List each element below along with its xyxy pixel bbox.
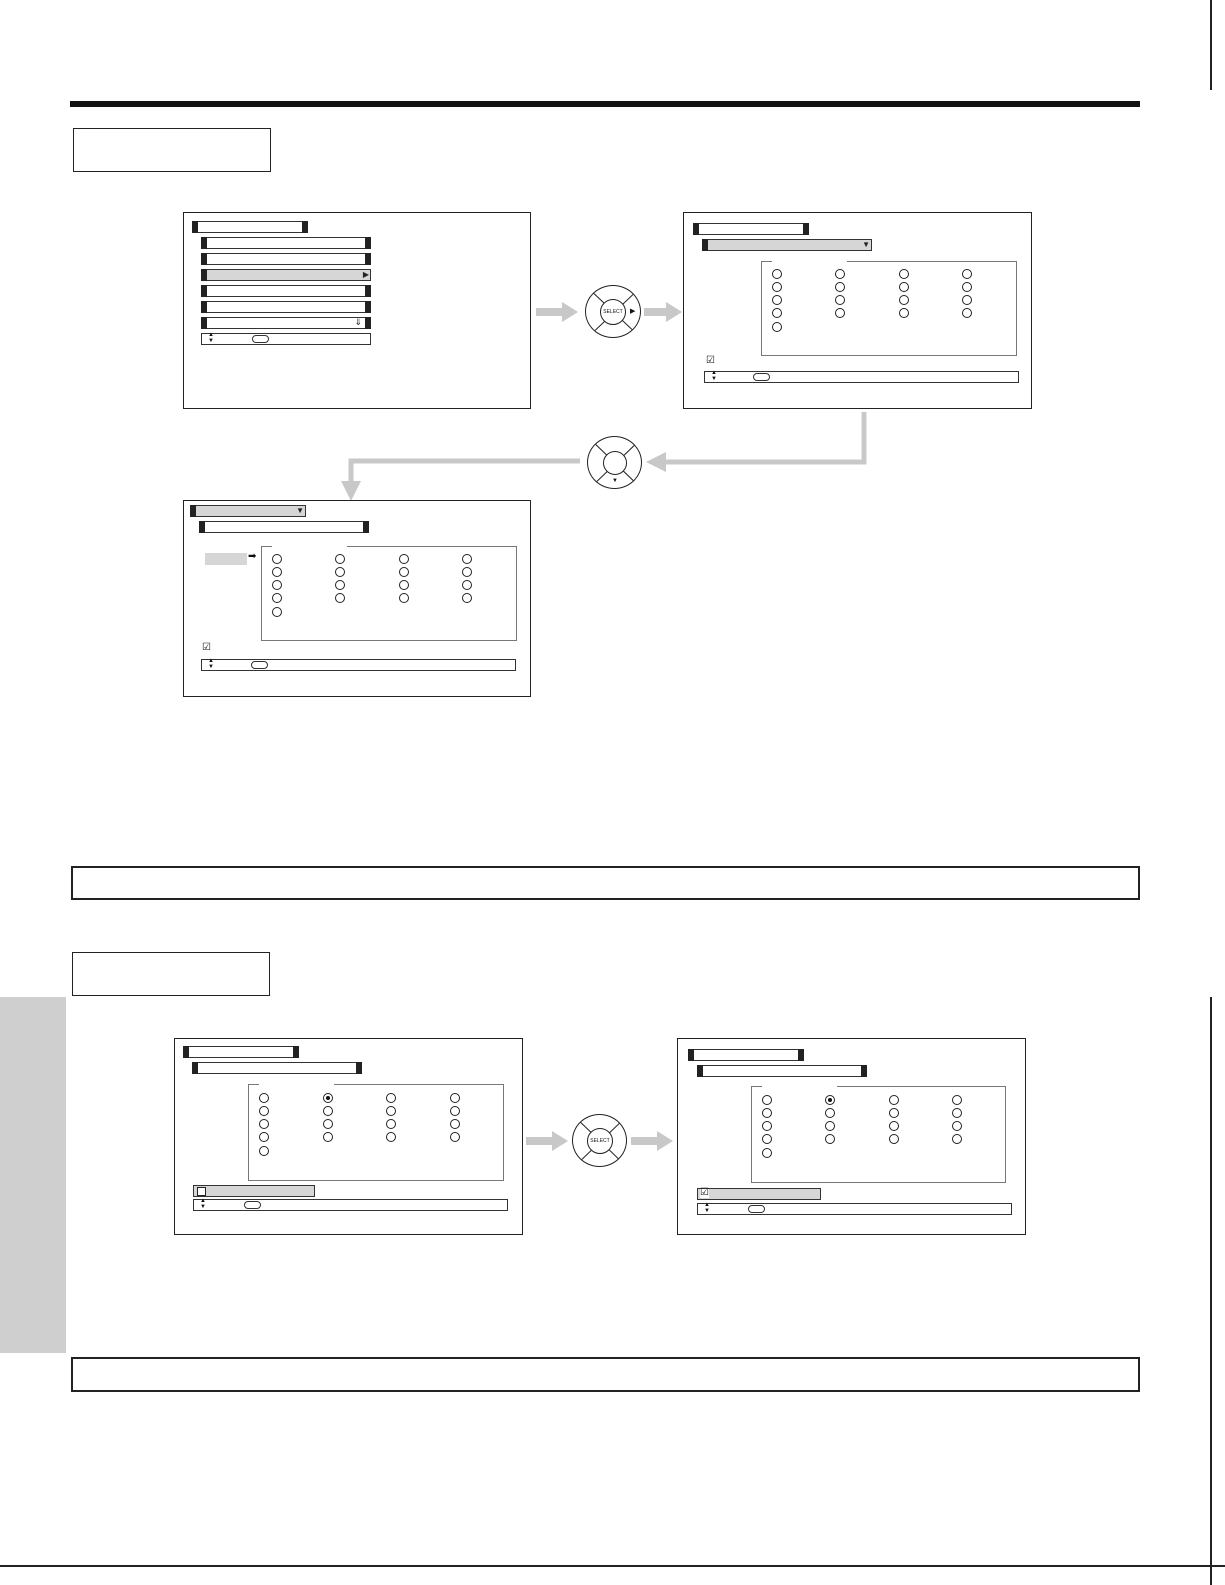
screen-before <box>174 1038 523 1235</box>
radio-button-icon[interactable] <box>835 269 845 279</box>
menu-status-bar <box>201 333 371 345</box>
radio-button-icon[interactable] <box>962 282 972 292</box>
checkbox-icon[interactable]: ☑ <box>202 642 211 653</box>
radio-button-icon[interactable] <box>323 1119 333 1129</box>
menu-item-5[interactable] <box>201 301 371 313</box>
checkbox-row-before[interactable] <box>193 1185 315 1197</box>
screen-c-dropdown[interactable] <box>190 505 306 517</box>
radio-button-icon[interactable] <box>952 1108 962 1118</box>
screen-b-title-bar <box>693 223 809 235</box>
radio-button-icon[interactable] <box>952 1121 962 1131</box>
radio-button-icon[interactable] <box>462 593 472 603</box>
up-down-icon: ▲ ▼ <box>704 1202 710 1214</box>
radio-button-icon[interactable] <box>386 1132 396 1142</box>
radio-button-icon[interactable] <box>259 1146 269 1156</box>
scroll-down-icon: ⇓ <box>354 317 362 327</box>
menu-item-4[interactable] <box>201 285 371 297</box>
up-down-icon: ▲ ▼ <box>200 1198 206 1210</box>
screen-c-status-bar <box>201 659 516 671</box>
button-icon <box>251 661 268 669</box>
up-down-icon: ▲ ▼ <box>208 658 214 670</box>
checkbox-icon[interactable] <box>197 1187 206 1196</box>
radio-button-icon[interactable] <box>762 1108 772 1118</box>
screen-e-sub-bar <box>697 1065 867 1077</box>
button-icon <box>748 1205 765 1213</box>
flow-arrow-icon <box>526 1131 570 1151</box>
radio-button-icon[interactable] <box>272 580 282 590</box>
radio-button-icon[interactable] <box>462 554 472 564</box>
radio-button-icon[interactable] <box>899 295 909 305</box>
radio-button-icon[interactable] <box>762 1121 772 1131</box>
radio-button-icon[interactable] <box>462 567 472 577</box>
screen-e-title-bar <box>688 1049 804 1061</box>
button-icon <box>753 373 770 381</box>
radio-button-icon[interactable] <box>772 308 782 318</box>
menu-screen <box>183 212 531 409</box>
dropdown-icon: ▼ <box>862 240 870 249</box>
section-heading-box-2 <box>72 952 270 996</box>
radio-button-icon[interactable] <box>450 1132 460 1142</box>
radio-button-icon[interactable] <box>272 607 282 617</box>
right-arrow-icon: ▶ <box>630 308 636 315</box>
radio-button-icon[interactable] <box>825 1121 835 1131</box>
section-heading-box-1 <box>73 128 271 172</box>
screen-b-dropdown[interactable] <box>702 239 872 251</box>
radio-button-icon[interactable] <box>962 308 972 318</box>
radio-button-icon[interactable] <box>272 567 282 577</box>
screen-e-status-bar <box>697 1203 1012 1215</box>
selected-row-highlight <box>205 553 247 565</box>
screen-after <box>677 1038 1026 1235</box>
right-arrow-icon: ▶ <box>362 270 369 279</box>
menu-title-bar <box>192 221 308 233</box>
up-down-icon: ▲ ▼ <box>208 332 214 344</box>
radio-button-icon[interactable] <box>259 1119 269 1129</box>
radio-button-icon[interactable] <box>772 269 782 279</box>
radio-button-icon[interactable] <box>450 1106 460 1116</box>
menu-item-3-selected[interactable] <box>201 269 371 281</box>
menu-item-2[interactable] <box>201 253 371 265</box>
radio-button-icon[interactable] <box>889 1095 899 1105</box>
remote-select-right <box>585 285 641 338</box>
radio-button-icon[interactable] <box>889 1121 899 1131</box>
screen-d-status-bar <box>193 1199 508 1211</box>
screen-c-title-bar <box>199 521 369 533</box>
radio-button-icon[interactable] <box>762 1148 772 1158</box>
button-icon <box>244 1201 261 1209</box>
dropdown-icon: ▼ <box>296 506 304 515</box>
radio-button-icon[interactable] <box>272 593 282 603</box>
screen-d-title-bar <box>183 1046 299 1058</box>
up-down-icon: ▲ ▼ <box>711 370 717 382</box>
radio-button-icon[interactable] <box>399 567 409 577</box>
radio-button-icon[interactable] <box>762 1095 772 1105</box>
checkbox-icon[interactable]: ☑ <box>700 1187 709 1198</box>
top-rule <box>70 101 1140 107</box>
radio-button-icon[interactable] <box>835 295 845 305</box>
remote-select <box>572 1114 627 1167</box>
radio-button-icon[interactable] <box>323 1093 333 1103</box>
radio-button-icon[interactable] <box>386 1119 396 1129</box>
radio-button-icon[interactable] <box>889 1108 899 1118</box>
radio-button-icon[interactable] <box>335 593 345 603</box>
radio-button-icon[interactable] <box>335 554 345 564</box>
radio-button-icon[interactable] <box>259 1106 269 1116</box>
radio-button-icon[interactable] <box>825 1095 835 1105</box>
center-button <box>603 451 627 475</box>
radio-button-icon[interactable] <box>272 554 282 564</box>
radio-button-icon[interactable] <box>772 282 782 292</box>
radio-button-icon[interactable] <box>825 1108 835 1118</box>
radio-button-icon[interactable] <box>450 1093 460 1103</box>
right-edge-line <box>1210 997 1212 1585</box>
radio-button-icon[interactable] <box>399 593 409 603</box>
down-arrow-icon: ▼ <box>612 478 618 484</box>
side-tab <box>0 997 66 1353</box>
radio-button-icon[interactable] <box>835 308 845 318</box>
radio-button-icon[interactable] <box>386 1106 396 1116</box>
select-button-icon: SELECT <box>587 1128 613 1154</box>
radio-group-d <box>248 1084 504 1181</box>
radio-button-icon[interactable] <box>962 295 972 305</box>
select-button-icon: SELECT <box>600 299 626 325</box>
remote-down <box>587 436 642 489</box>
bottom-rule <box>0 1565 1225 1567</box>
radio-button-icon[interactable] <box>825 1134 835 1144</box>
radio-button-icon[interactable] <box>962 269 972 279</box>
radio-button-icon[interactable] <box>335 567 345 577</box>
radio-button-icon[interactable] <box>889 1134 899 1144</box>
checkbox-row-after[interactable] <box>697 1188 821 1200</box>
note-box-1 <box>71 866 1140 900</box>
flow-arrow-icon <box>536 302 580 322</box>
radio-button-icon[interactable] <box>772 322 782 332</box>
radio-button-icon[interactable] <box>952 1134 962 1144</box>
checkbox-icon[interactable]: ☑ <box>706 355 715 366</box>
radio-button-icon[interactable] <box>899 269 909 279</box>
settings-screen-c <box>183 500 531 697</box>
flow-arrow-icon <box>644 302 684 322</box>
radio-button-icon[interactable] <box>399 554 409 564</box>
flow-arrow-icon <box>644 412 870 474</box>
radio-button-icon[interactable] <box>399 580 409 590</box>
radio-button-icon[interactable] <box>899 308 909 318</box>
radio-button-icon[interactable] <box>323 1106 333 1116</box>
radio-button-icon[interactable] <box>952 1095 962 1105</box>
button-icon <box>252 335 269 343</box>
radio-button-icon[interactable] <box>323 1132 333 1142</box>
radio-button-icon[interactable] <box>259 1093 269 1103</box>
radio-button-icon[interactable] <box>259 1132 269 1142</box>
radio-group-e <box>751 1086 1006 1183</box>
settings-screen-b <box>683 212 1032 409</box>
menu-item-1[interactable] <box>201 237 371 249</box>
screen-d-sub-bar <box>192 1062 362 1074</box>
flow-arrow-icon <box>631 1131 675 1151</box>
radio-button-icon[interactable] <box>835 282 845 292</box>
radio-button-icon[interactable] <box>899 282 909 292</box>
flow-arrow-icon <box>340 455 582 503</box>
radio-button-icon[interactable] <box>762 1134 772 1144</box>
screen-b-status-bar <box>704 371 1019 383</box>
pointer-arrow-icon: ➡ <box>248 551 257 562</box>
radio-button-icon[interactable] <box>772 295 782 305</box>
menu-item-6[interactable] <box>201 317 371 329</box>
note-box-2 <box>71 1357 1140 1392</box>
radio-button-icon[interactable] <box>462 580 472 590</box>
radio-button-icon[interactable] <box>386 1093 396 1103</box>
right-edge-line <box>1210 0 1212 90</box>
radio-group-c <box>261 546 517 641</box>
radio-button-icon[interactable] <box>335 580 345 590</box>
radio-group-b <box>761 261 1017 356</box>
radio-button-icon[interactable] <box>450 1119 460 1129</box>
